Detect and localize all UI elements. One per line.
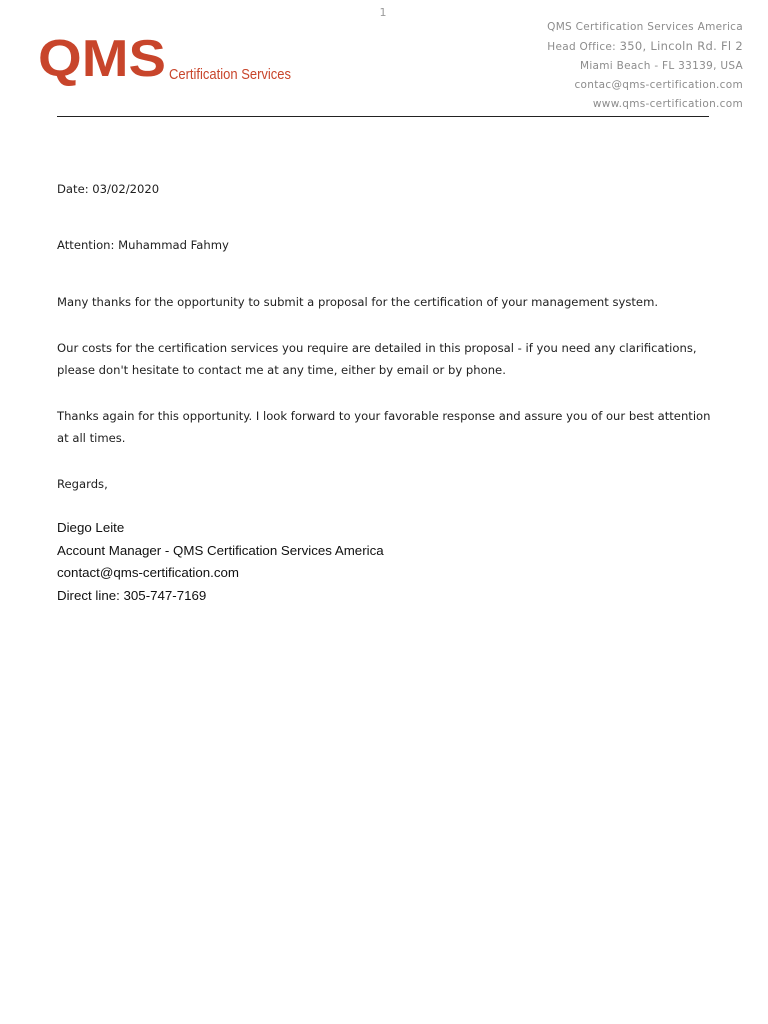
header-address-value: 350, Lincoln Rd. Fl 2 <box>619 39 743 53</box>
qms-logo-graphic <box>38 30 308 92</box>
signature-name: Diego Leite <box>57 520 125 535</box>
header-contact-block <box>547 18 743 114</box>
header-divider <box>57 116 709 117</box>
header-website: www.qms-certification.com <box>592 98 743 110</box>
signature-block <box>57 517 717 607</box>
letter-paragraph: Our costs for the certification services you require are detailed in this proposal - if you need any clarifications, please don't hesitate to contact me at any time, either by email or by phone. <box>57 340 697 377</box>
header-address-line2: Miami Beach - FL 33139, USA <box>579 60 743 72</box>
letter-closing: Regards, <box>57 476 108 491</box>
letter-attention: Attention: Muhammad Fahmy <box>57 237 229 252</box>
signature-title: Account Manager - QMS Certification Services America <box>57 542 384 558</box>
company-logo <box>38 30 308 92</box>
letter-body <box>57 178 717 607</box>
logo-mark: QMS <box>38 30 166 88</box>
header-email: contac@qms-certification.com <box>574 79 743 91</box>
letter-paragraph: Thanks again for this opportunity. I look forward to your favorable response and assure you of our best attention at all times. <box>57 408 711 445</box>
letter-paragraph: Many thanks for the opportunity to submit a proposal for the certification of your management system. <box>57 295 659 309</box>
header-address-label: Head Office: <box>547 41 617 53</box>
page-number: 1 <box>379 6 387 19</box>
header-company-name: QMS Certification Services America <box>547 21 743 33</box>
signature-email: contact@qms-certification.com <box>57 565 239 581</box>
header-address-line1 <box>547 37 743 57</box>
logo-tagline: Certification Services <box>169 67 291 83</box>
signature-phone: Direct line: 305-747-7169 <box>57 587 207 603</box>
letter-date: Date: 03/02/2020 <box>57 182 160 196</box>
